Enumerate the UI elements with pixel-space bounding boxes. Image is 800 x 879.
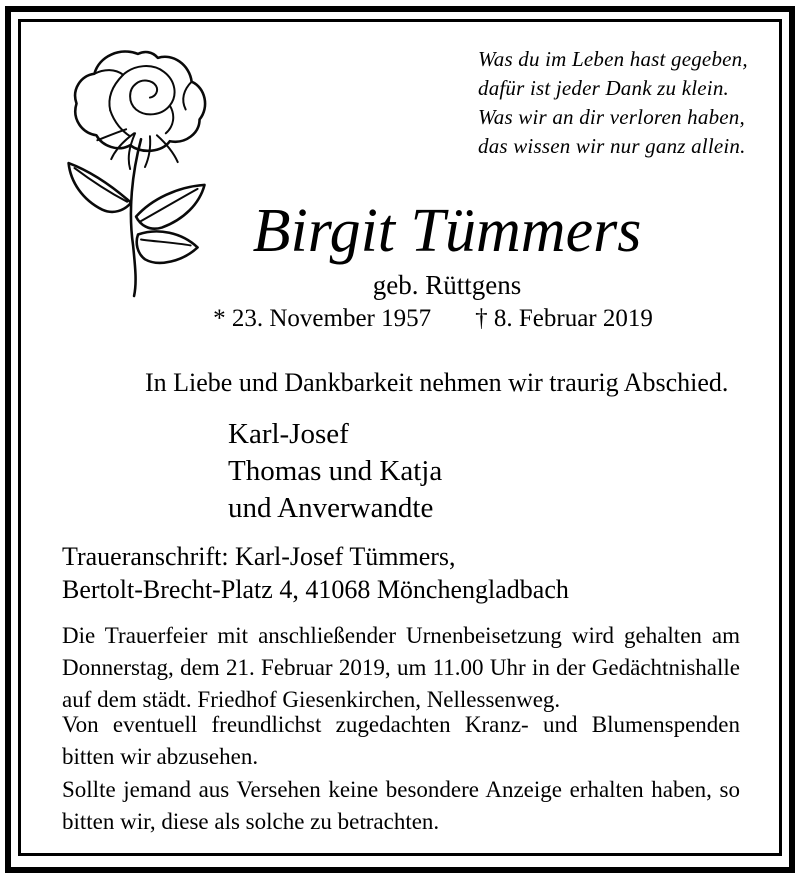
text-line: Thomas und Katja <box>228 455 443 487</box>
text-line: Sollte jemand aus Versehen keine besondere Anzeige erhalten haben, so <box>62 777 740 802</box>
farewell-line: In Liebe und Dankbarkeit nehmen wir traurig Abschied. <box>145 368 729 397</box>
text-line: Traueranschrift: Karl-Josef Tümmers, <box>62 542 456 571</box>
birth-date: * 23. November 1957 <box>213 305 432 332</box>
text-line: Bertolt-Brecht-Platz 4, 41068 Mönchengladbach <box>62 575 569 604</box>
life-dates <box>133 303 733 335</box>
text-line: das wissen wir nur ganz allein. <box>478 134 746 158</box>
flowers-request <box>62 709 740 773</box>
text-line: Was du im Leben hast gegeben, <box>478 47 748 71</box>
text-line: bitten wir, diese als solche zu betrachten. <box>62 809 440 834</box>
death-date: † 8. Februar 2019 <box>475 305 653 332</box>
apology-note <box>62 774 740 838</box>
text-line: und Anverwandte <box>228 492 434 524</box>
mourning-address <box>62 540 569 606</box>
funeral-details <box>62 620 740 716</box>
mourners-list <box>228 416 442 527</box>
text-line: Die Trauerfeier mit anschließender Urnenbeisetzung wird gehalten am <box>62 623 740 648</box>
text-line: Karl-Josef <box>228 418 349 450</box>
text-line: dafür ist jeder Dank zu klein. <box>478 76 729 100</box>
text-line: Donnerstag, dem 21. Februar 2019, um 11.00 Uhr in der Gedächtnishalle <box>62 655 740 680</box>
memorial-poem <box>478 45 748 161</box>
deceased-name: Birgit Tümmers <box>252 197 642 265</box>
text-line: Was wir an dir verloren haben, <box>478 105 745 129</box>
text-line: bitten wir abzusehen. <box>62 744 259 769</box>
maiden-name: geb. Rüttgens <box>372 270 522 300</box>
text-line: auf dem städt. Friedhof Giesenkirchen, Nellessenweg. <box>62 687 561 712</box>
text-line: Von eventuell freundlichst zugedachten Kranz- und Blumenspenden <box>62 712 740 737</box>
